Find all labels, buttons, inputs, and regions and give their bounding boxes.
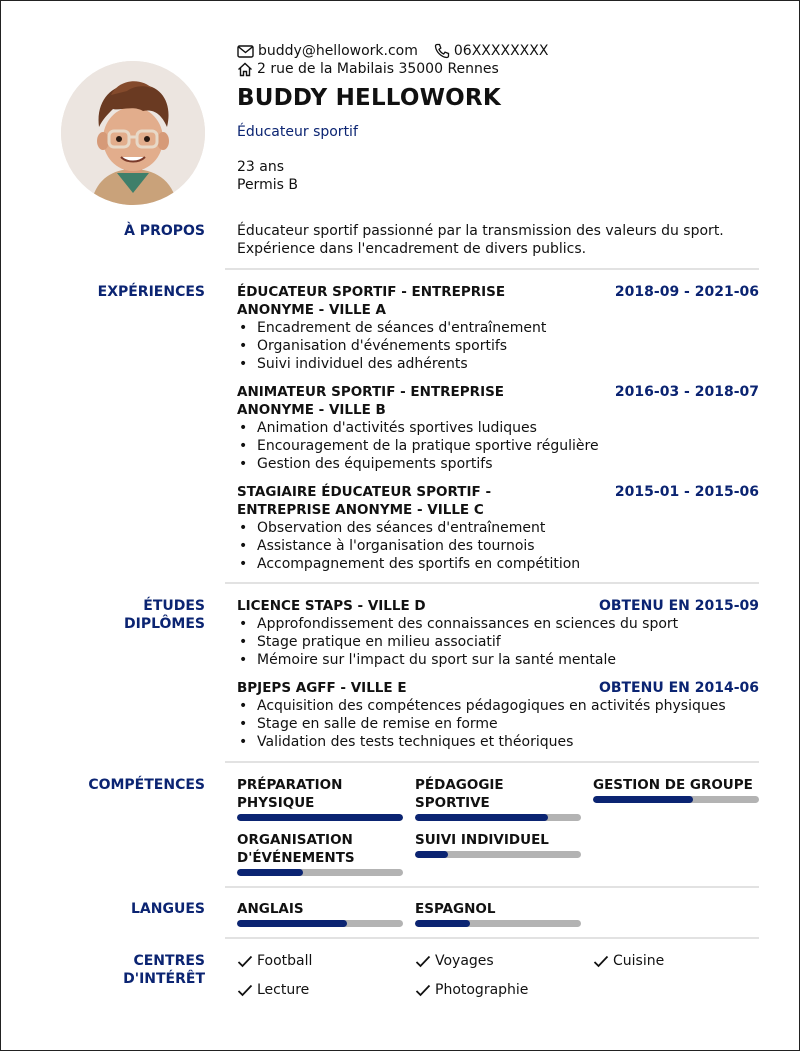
- interest-item: [237, 952, 312, 970]
- phone-icon: [434, 43, 450, 59]
- age-text: 23 ans: [237, 159, 285, 175]
- skill-name-line: ORGANISATION: [237, 832, 353, 848]
- email-item: [237, 42, 418, 60]
- education-entry: [237, 597, 759, 669]
- about-line: Expérience dans l'encadrement de divers publics.: [237, 241, 587, 257]
- experience-title: [237, 383, 507, 419]
- section-divider: [225, 268, 759, 270]
- experience-title: [237, 283, 507, 319]
- experience-bullets: [237, 519, 759, 573]
- check-icon: [237, 984, 253, 997]
- education-bullets: [237, 615, 759, 669]
- skill-level-bar: [237, 814, 403, 821]
- section-label-line: DIPLÔMES: [124, 616, 205, 632]
- contact-row-2: [237, 60, 515, 78]
- language-name: ESPAGNOL: [415, 901, 496, 917]
- phone-text: 06XXXXXXXX: [453, 43, 549, 59]
- contact-row-1: [237, 42, 564, 60]
- skill-name-line: PRÉPARATION: [237, 777, 343, 793]
- interest-label: Voyages: [435, 953, 494, 969]
- language-item: [415, 900, 581, 927]
- experience-entry: [237, 383, 759, 473]
- check-icon: [593, 955, 609, 968]
- education-entry: [237, 679, 759, 751]
- experience-date: 2015-01 - 2015-06: [614, 484, 759, 500]
- skill-name: [237, 776, 403, 812]
- experience-title-line: ANIMATEUR SPORTIF - ENTREPRISE: [237, 384, 505, 400]
- envelope-icon: [237, 45, 254, 58]
- bullet-item: • Gestion des équipements sportifs: [237, 455, 759, 473]
- language-level-fill: [415, 920, 470, 927]
- bullet-item: • Acquisition des compétences pédagogiques en activités physiques: [237, 697, 759, 715]
- skill-level-fill: [593, 796, 693, 803]
- section-label-interests: [60, 952, 205, 988]
- language-name: ANGLAIS: [237, 901, 304, 917]
- section-label-about: À PROPOS: [124, 223, 205, 239]
- section-label-education: [60, 597, 205, 633]
- skill-name: PÉDAGOGIE SPORTIVE: [415, 777, 504, 811]
- skill-name-line: PHYSIQUE: [237, 795, 315, 811]
- bullet-item: • Observation des séances d'entraînement: [237, 519, 759, 537]
- experience-date: 2016-03 - 2018-07: [614, 384, 759, 400]
- interest-item: [415, 952, 494, 970]
- skill-level-bar: [237, 869, 403, 876]
- bullet-item: • Suivi individuel des adhérents: [237, 355, 759, 373]
- bullet-item: • Assistance à l'organisation des tournois: [237, 537, 759, 555]
- bullet-item: • Mémoire sur l'impact du sport sur la santé mentale: [237, 651, 759, 669]
- section-label-line: D'INTÉRÊT: [123, 971, 205, 987]
- language-level-bar: [237, 920, 403, 927]
- skill-level-bar: [593, 796, 759, 803]
- section-label-line: CENTRES: [133, 953, 205, 969]
- skill-name: GESTION DE GROUPE: [593, 777, 753, 793]
- experience-bullets: [237, 419, 759, 473]
- section-label-skills: COMPÉTENCES: [88, 777, 205, 793]
- home-icon: [237, 62, 253, 77]
- skill-item: [237, 776, 403, 821]
- bullet-item: • Encouragement de la pratique sportive régulière: [237, 437, 759, 455]
- language-level-bar: [415, 920, 581, 927]
- about-text: [237, 222, 759, 258]
- skill-level-fill: [237, 814, 403, 821]
- experience-date: 2018-09 - 2021-06: [614, 284, 759, 300]
- address-item: [237, 60, 499, 78]
- experience-entry: [237, 483, 759, 573]
- section-divider: [225, 886, 759, 888]
- bullet-item: • Encadrement de séances d'entraînement: [237, 319, 759, 337]
- experience-title: [237, 483, 507, 519]
- skill-level-bar: [415, 814, 581, 821]
- interest-item: [415, 981, 528, 999]
- address-text: 2 rue de la Mabilais 35000 Rennes: [257, 61, 499, 77]
- language-item: [237, 900, 403, 927]
- phone-item: [434, 42, 549, 60]
- section-divider: [225, 582, 759, 584]
- skill-item: [237, 831, 403, 876]
- section-divider: [225, 761, 759, 763]
- section-divider: [225, 937, 759, 939]
- education-bullets: [237, 697, 759, 751]
- section-label-line: ÉTUDES: [143, 598, 205, 614]
- skill-level-fill: [415, 814, 548, 821]
- language-level-fill: [237, 920, 347, 927]
- education-date: OBTENU EN 2015-09: [598, 598, 759, 614]
- check-icon: [237, 955, 253, 968]
- interest-label: Football: [257, 953, 313, 969]
- skill-name: SUIVI INDIVIDUEL: [415, 832, 549, 848]
- bullet-item: • Animation d'activités sportives ludiques: [237, 419, 759, 437]
- check-icon: [415, 955, 431, 968]
- bullet-item: • Accompagnement des sportifs en compétition: [237, 555, 759, 573]
- license-text: Permis B: [237, 177, 298, 193]
- avatar-illustration: [61, 61, 205, 205]
- experience-title-line: ANONYME - VILLE B: [237, 402, 386, 418]
- section-label-experiences: EXPÉRIENCES: [97, 284, 205, 300]
- avatar: [61, 61, 205, 205]
- skill-name: [237, 831, 403, 867]
- skill-level-bar: [415, 851, 581, 858]
- skill-level-fill: [237, 869, 303, 876]
- email-text: buddy@hellowork.com: [258, 43, 418, 59]
- skill-item: [415, 831, 581, 858]
- interest-label: Cuisine: [613, 953, 665, 969]
- bullet-item: • Validation des tests techniques et théoriques: [237, 733, 759, 751]
- bullet-item: • Organisation d'événements sportifs: [237, 337, 759, 355]
- skill-item: [593, 776, 759, 803]
- bullet-item: • Approfondissement des connaissances en sciences du sport: [237, 615, 759, 633]
- bullet-item: • Stage en salle de remise en forme: [237, 715, 759, 733]
- skill-item: [415, 776, 581, 821]
- experience-bullets: [237, 319, 759, 373]
- section-label-languages: LANGUES: [131, 901, 205, 917]
- personal-info: [237, 158, 298, 194]
- experience-title-line: STAGIAIRE ÉDUCATEUR SPORTIF -: [237, 484, 492, 500]
- interest-item: [593, 952, 664, 970]
- interest-label: Lecture: [257, 982, 310, 998]
- bullet-item: • Stage pratique en milieu associatif: [237, 633, 759, 651]
- about-line: Éducateur sportif passionné par la transmission des valeurs du sport.: [237, 223, 724, 239]
- job-title: Éducateur sportif: [237, 124, 358, 140]
- skill-level-fill: [415, 851, 448, 858]
- check-icon: [415, 984, 431, 997]
- interest-label: Photographie: [435, 982, 529, 998]
- interest-item: [237, 981, 309, 999]
- skill-name-line: D'ÉVÉNEMENTS: [237, 850, 355, 866]
- education-title: BPJEPS AGFF - VILLE E: [237, 680, 407, 696]
- experience-entry: [237, 283, 759, 373]
- education-date: OBTENU EN 2014-06: [598, 680, 759, 696]
- education-title: LICENCE STAPS - VILLE D: [237, 598, 426, 614]
- experience-title-line: ANONYME - VILLE A: [237, 302, 387, 318]
- experience-title-line: ÉDUCATEUR SPORTIF - ENTREPRISE: [237, 284, 506, 300]
- candidate-name: BUDDY HELLOWORK: [237, 85, 501, 111]
- experience-title-line: ENTREPRISE ANONYME - VILLE C: [237, 502, 484, 518]
